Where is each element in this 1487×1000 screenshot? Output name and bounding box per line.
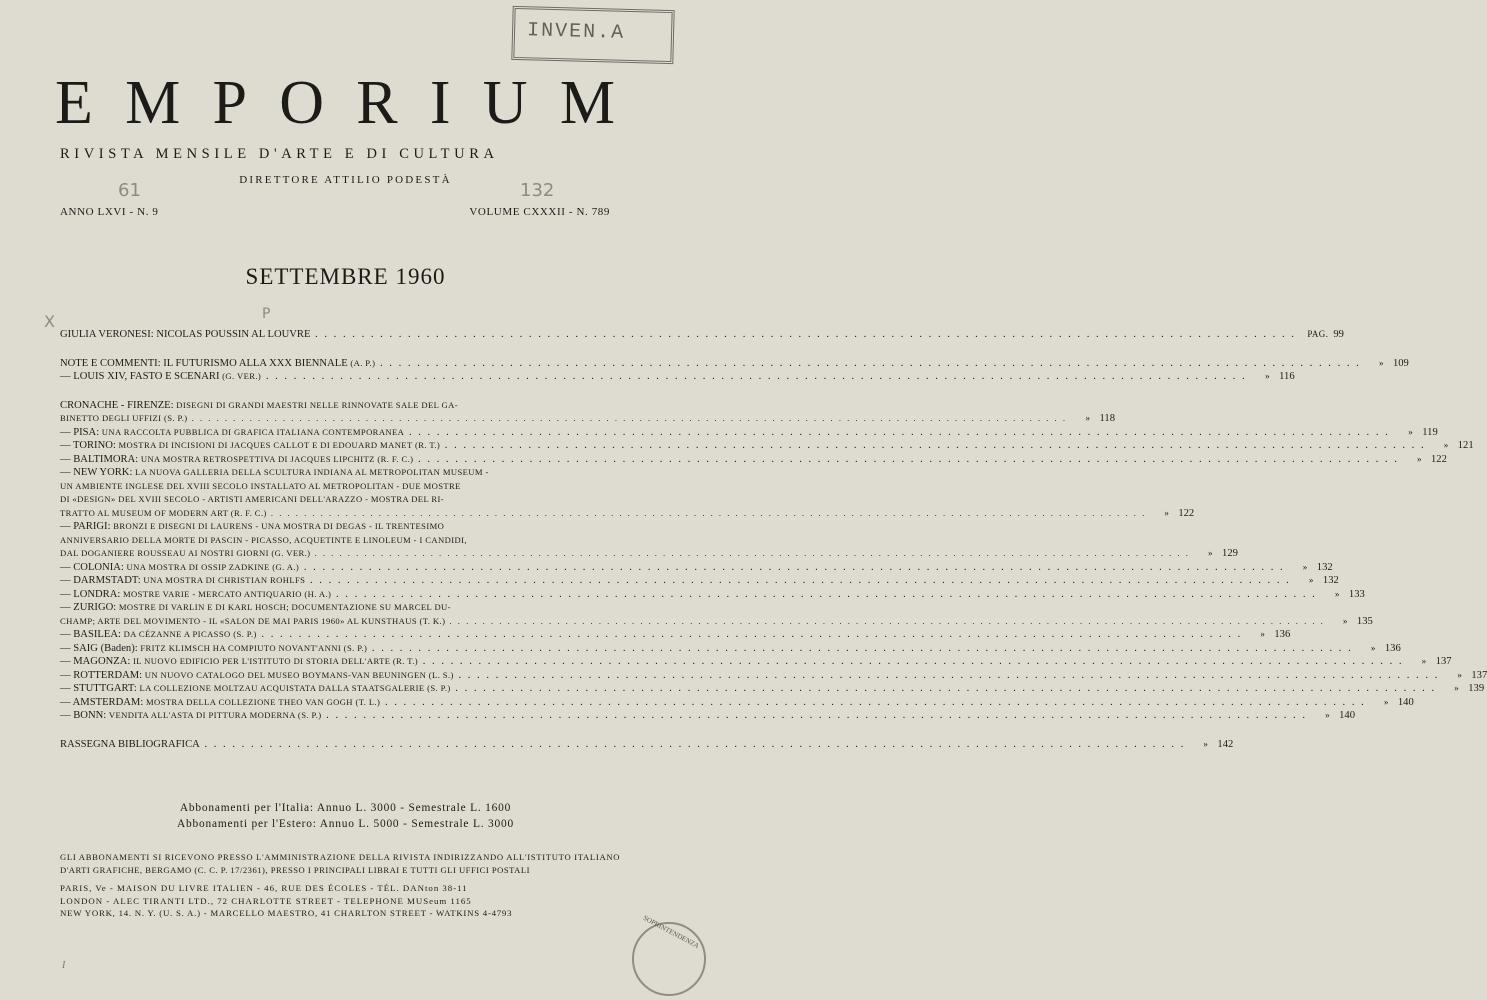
title-letter: P — [212, 69, 247, 137]
page-number: 122 — [1430, 453, 1447, 465]
ditto-mark: » — [1457, 669, 1462, 680]
title-letter: R — [356, 69, 398, 137]
pencil-note-left: 61 — [118, 180, 141, 201]
director-line: DIRETTORE ATTILIO PODESTÀ — [239, 174, 452, 186]
ditto-mark: » — [1308, 575, 1314, 585]
toc-entry-basilea — [60, 628, 1291, 642]
toc-city: — BASILEA: — [60, 629, 124, 640]
ditto-mark: » — [1342, 615, 1348, 626]
toc-text: DAL DOGANIERE ROUSSEAU AI NOSTRI GIORNI (G. VER.) — [60, 548, 311, 558]
page-number: 118 — [1099, 413, 1115, 424]
toc-text: CHAMP; ARTE DEL MOVIMENTO - IL «SALON DE MAI PARIS 1960» AL KUNSTHAUS (T. K.) — [60, 615, 446, 626]
ditto-mark: » — [1164, 507, 1169, 518]
ditto-mark: » — [1203, 738, 1208, 749]
title-letter: E — [55, 69, 93, 137]
title-letter: M — [559, 69, 615, 137]
toc-text: DI «DESIGN» DEL XVIII SECOLO - ARTISTI AMERICANI DELL'ARAZZO - MOSTRA DEL RI- — [60, 494, 444, 504]
ditto-mark: » — [1334, 588, 1340, 599]
toc-text: ANNIVERSARIO DELLA MORTE DI PASCIN - PICASSO, ACQUETINTE E LINOLEUM - I CANDIDI, — [60, 534, 467, 545]
toc-city: — AMSTERDAM: — [60, 696, 146, 708]
toc-city: — COLONIA: — [60, 561, 127, 573]
toc-city: — TORINO: — [60, 440, 119, 451]
pencil-note-right: 132 — [520, 180, 555, 201]
toc-text: BINETTO DEGLI UFFIZI (S. P.) — [60, 413, 188, 423]
page-number: 133 — [1348, 588, 1365, 600]
toc-entry-rotterdam — [60, 669, 1487, 683]
toc-entry-amsterdam — [60, 696, 1414, 710]
title-letter: O — [279, 69, 325, 137]
toc-entry-louis — [60, 370, 1295, 384]
toc-text: MOSTRE DI VARLIN E DI KARL HOSCH; DOCUMENTAZIONE SU MARCEL DU- — [118, 602, 451, 612]
footer-paris: PARIS, Ve - MAISON DU LIVRE ITALIEN - 46, RUE DES ÉCOLES - TÉL. DANton 38-11 — [60, 883, 468, 894]
toc-title: NOTE E COMMENTI: IL FUTURISMO ALLA XXX BIENNALE — [60, 357, 351, 369]
page-number: 116 — [1279, 371, 1295, 382]
toc-entry-firenze — [60, 399, 1115, 426]
library-round-stamp — [632, 913, 706, 996]
title-letter: I — [429, 69, 451, 137]
toc-entry-parigi — [60, 520, 1238, 561]
page-number: 109 — [1392, 357, 1409, 369]
toc-text: UNA RACCOLTA PUBBLICA DI GRAFICA ITALIANA CONTEMPORANEA — [101, 426, 405, 437]
title-letter: U — [482, 69, 528, 137]
toc-title: GIULIA VERONESI: NICOLAS POUSSIN AL LOUVRE — [60, 329, 311, 340]
toc-text: DA CÉZANNE A PICASSO (S. P.) — [123, 629, 257, 639]
table-of-contents — [60, 328, 1487, 751]
ditto-mark: » — [1416, 453, 1422, 464]
toc-city: — BALTIMORA: — [60, 453, 141, 465]
pencil-mark-x: X — [44, 312, 55, 331]
toc-city: — STUTTGART: — [60, 683, 140, 694]
page-number: 122 — [1178, 507, 1195, 519]
toc-city: — BONN: — [60, 710, 109, 721]
toc-entry-baltimora — [60, 453, 1447, 467]
toc-entry-bonn — [60, 709, 1355, 723]
subscription-abroad: Abbonamenti per l'Estero: Annuo L. 5000 - Semestrale L. 3000 — [177, 818, 514, 830]
ditto-mark: » — [1454, 683, 1459, 693]
toc-entry-giulia — [60, 328, 1344, 342]
toc-entry-zurigo — [60, 601, 1373, 628]
toc-text: BRONZI E DISEGNI DI LAURENS - UNA MOSTRA DI DEGAS - IL TRENTESIMO — [113, 521, 445, 531]
toc-entry-colonia — [60, 561, 1333, 575]
toc-text: MOSTRA DI INCISIONI DI JACQUES CALLOT E DI EDOUARD MANET (R. T.) — [118, 440, 441, 450]
page-number: 139 — [1468, 683, 1485, 694]
toc-text: LA NUOVA GALLERIA DELLA SCULTURA INDIANA AL METROPOLITAN MUSEUM - — [135, 467, 489, 477]
ditto-mark: » — [1408, 426, 1413, 437]
page-number: 137 — [1471, 669, 1487, 681]
toc-entry-note — [60, 357, 1409, 371]
magazine-subtitle: RIVISTA MENSILE D'ARTE E DI CULTURA — [60, 146, 499, 162]
toc-text: FRITZ KLIMSCH HA COMPIUTO NOVANT'ANNI (S. P.) — [140, 642, 368, 653]
toc-entry-newyork — [60, 466, 1195, 520]
page-number: 99 — [1333, 329, 1344, 340]
subscription-italy: Abbonamenti per l'Italia: Annuo L. 3000 - Semestrale L. 1600 — [179, 802, 512, 814]
toc-text: UNA MOSTRA DI CHRISTIAN ROHLFS — [143, 575, 306, 585]
toc-text: IL NUOVO EDIFICIO PER L'ISTITUTO DI STORIA DELL'ARTE (R. T.) — [132, 656, 419, 666]
toc-text: UN NUOVO CATALOGO DEL MUSEO BOYMANS-VAN BEUNINGEN (L. S.) — [144, 669, 454, 680]
toc-city: CRONACHE - FIRENZE: — [60, 399, 177, 411]
inventory-stamp — [511, 6, 674, 64]
stamp-text: INVEN.A — [526, 19, 626, 45]
ditto-mark: » — [1378, 357, 1384, 368]
toc-text: UN AMBIENTE INGLESE DEL XVIII SECOLO INSTALLATO AL METROPOLITAN - DUE MOSTRE — [60, 480, 461, 491]
footer-line: GLI ABBONAMENTI SI RICEVONO PRESSO L'AMMINISTRAZIONE DELLA RIVISTA INDIRIZZANDO ALL'ISTITUTO ITALIANO — [60, 852, 621, 862]
issue-line — [60, 206, 610, 218]
round-stamp-text: SOPRINTENDENZA — [641, 913, 701, 951]
toc-text: VENDITA ALL'ASTA DI PITTURA MODERNA (S. P.) — [108, 710, 322, 720]
ditto-mark: » — [1443, 440, 1449, 450]
ditto-mark: » — [1421, 656, 1427, 666]
toc-entry-saig — [60, 642, 1401, 656]
ditto-mark: » — [1383, 696, 1389, 707]
page-number: 136 — [1384, 642, 1401, 654]
ditto-mark: » — [1260, 629, 1265, 639]
ditto-mark: » — [1208, 548, 1213, 558]
toc-city: — LONDRA: — [60, 588, 123, 600]
page-mark: I — [62, 960, 66, 971]
ditto-mark: » — [1325, 710, 1330, 720]
toc-text: UNA MOSTRA DI OSSIP ZADKINE (G. A.) — [126, 561, 300, 572]
ditto-mark: » — [1302, 561, 1308, 572]
footer-notes — [60, 851, 621, 920]
issue-month: SETTEMBRE 1960 — [245, 264, 446, 289]
toc-city: — ZURIGO: — [60, 602, 119, 613]
volume-number: VOLUME CXXXII - N. 789 — [469, 206, 610, 218]
toc-text: MOSTRE VARIE - MERCATO ANTIQUARIO (H. A.) — [122, 588, 332, 599]
toc-author: (G. VER.) — [222, 371, 262, 381]
toc-title: — LOUIS XIV, FASTO E SCENARI — [60, 371, 223, 382]
toc-entry-londra — [60, 588, 1365, 602]
toc-city: — SAIG (Baden): — [60, 642, 141, 654]
toc-entry-stuttgart — [60, 682, 1485, 696]
page-number: 142 — [1217, 738, 1234, 750]
toc-city: — DARMSTADT: — [60, 575, 144, 586]
footer-newyork: NEW YORK, 14. N. Y. (U. S. A.) - MARCELLO MAESTRO, 41 CHARLTON STREET - WATKINS 4-4793 — [60, 908, 513, 919]
toc-entry-pisa — [60, 426, 1438, 440]
toc-entry-magonza — [60, 655, 1452, 669]
toc-city: — ROTTERDAM: — [60, 669, 145, 681]
magazine-title — [55, 70, 615, 136]
toc-text: MOSTRA DELLA COLLEZIONE THEO VAN GOGH (T. L.) — [145, 696, 381, 707]
toc-text: UNA MOSTRA RETROSPETTIVA DI JACQUES LIPCHITZ (R. F. C.) — [140, 453, 414, 464]
toc-title: RASSEGNA BIBLIOGRAFICA — [60, 738, 200, 750]
toc-text: TRATTO AL MUSEUM OF MODERN ART (R. F. C.) — [60, 507, 267, 518]
anno-number: ANNO LXVI - N. 9 — [60, 206, 159, 218]
pencil-mark-p: P — [262, 306, 271, 322]
toc-city: — MAGONZA: — [60, 656, 133, 667]
page-number: 132 — [1316, 561, 1333, 573]
subscription-prices — [0, 800, 691, 832]
toc-city: — NEW YORK: — [60, 467, 136, 478]
toc-entry-darmstadt — [60, 574, 1339, 588]
ditto-mark: » — [1370, 642, 1376, 653]
page-number: 140 — [1397, 696, 1414, 708]
footer-london: LONDON - ALEC TIRANTI LTD., 72 CHARLOTTE STREET - TELEPHONE MUSeum 1165 — [60, 895, 472, 906]
toc-entry-rassegna — [60, 738, 1234, 752]
toc-text: LA COLLEZIONE MOLTZAU ACQUISTATA DALLA STAATSGALERIE (S. P.) — [139, 683, 451, 693]
toc-city: — PISA: — [60, 426, 102, 438]
ditto-mark: » — [1085, 413, 1090, 423]
page-number: 121 — [1457, 440, 1474, 451]
title-letter: M — [125, 69, 181, 137]
toc-text: DISEGNI DI GRANDI MAESTRI NELLE RINNOVATE SALE DEL GA- — [176, 399, 459, 410]
toc-entry-torino — [60, 439, 1474, 453]
ditto-mark: » — [1265, 371, 1270, 381]
page-number: 132 — [1322, 575, 1339, 586]
page-number: 137 — [1435, 656, 1452, 667]
footer-line: D'ARTI GRAFICHE, BERGAMO (C. C. P. 17/2361), PRESSO I PRINCIPALI LIBRAI E TUTTI GLI UFFICI POSTALI — [60, 864, 530, 875]
page-number: 136 — [1274, 629, 1291, 640]
page-number: 129 — [1222, 548, 1238, 559]
page-number: 119 — [1422, 426, 1438, 438]
toc-author: (A. P.) — [350, 357, 376, 368]
pag-label: PAG. — [1307, 329, 1329, 339]
page-number: 140 — [1339, 710, 1355, 721]
page-number: 135 — [1356, 615, 1373, 627]
toc-city: — PARIGI: — [60, 521, 114, 532]
